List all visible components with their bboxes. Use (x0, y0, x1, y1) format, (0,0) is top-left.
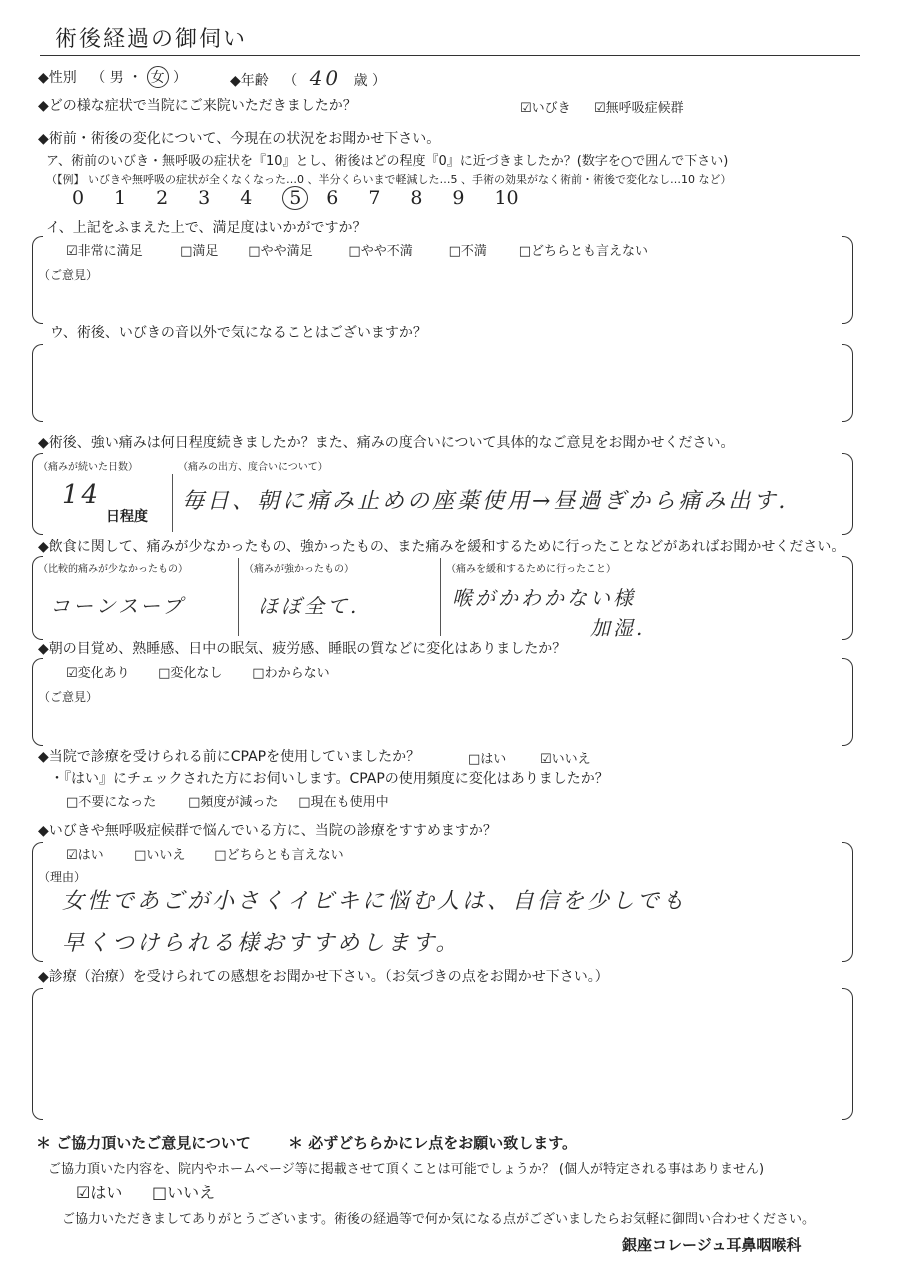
scale-0[interactable]: 0 (72, 187, 85, 209)
q5-col2-value[interactable]: ほぼ全て. (258, 594, 360, 618)
q3-box-left (32, 344, 43, 422)
q1-option-apnea[interactable]: ☑無呼吸症候群 (594, 101, 684, 116)
footer-option-yes[interactable]: ☑はい (76, 1183, 123, 1202)
sex-option-male[interactable]: 男 (109, 70, 124, 86)
satisfaction-options (66, 240, 648, 259)
q4-days-unit: 日程度 (106, 509, 148, 525)
scale-7[interactable]: 7 (368, 187, 381, 209)
scale-8[interactable]: 8 (410, 187, 423, 209)
title-underline (40, 55, 860, 56)
footer-option-no[interactable]: □いいえ (152, 1183, 216, 1202)
q8-reason-line2[interactable]: 早くつけられる様おすすめします。 (62, 931, 461, 956)
q5-box-right (842, 556, 853, 640)
q7-sub: ・『はい』にチェックされた方にお伺いします。CPAPの使用頻度に変化はありましたか？ (50, 771, 609, 787)
age-label: ◆年齢 (230, 73, 269, 89)
q8-box-right (842, 842, 853, 962)
q5-question: ◆飲食に関して、痛みが少なかったもの、強かったもの、また痛みを緩和するために行ったことなどがあればお聞かせください。 (38, 539, 846, 555)
q8-question: ◆いびきや無呼吸症候群で悩んでいる方に、当院の診療をすすめますか？ (38, 823, 497, 839)
q4-detail-value[interactable]: 毎日、朝に痛み止めの座薬使用→昼過ぎから痛み出す. (182, 489, 789, 514)
q5-col2-label: （痛みが強かったもの） (244, 564, 354, 575)
clinic-name: 銀座コレージュ耳鼻咽喉科 (622, 1236, 802, 1254)
q4-days-label: （痛みが続いた日数） (38, 462, 138, 473)
q5-col1-value[interactable]: コーンスープ (50, 594, 185, 618)
age-unit: 歳 (353, 73, 368, 89)
satisfaction-somewhat-satisfied[interactable]: □やや満足 (248, 244, 313, 259)
satisfaction-somewhat-dissatisfied[interactable]: □やや不満 (348, 244, 413, 259)
q7-option-no[interactable]: ☑いいえ (540, 752, 591, 767)
q2-opinion-label: （ご意見） (38, 268, 99, 282)
satisfaction-dissatisfied[interactable]: □不満 (448, 244, 487, 259)
satisfaction-neither[interactable]: □どちらとも言えない (518, 244, 648, 259)
q9-question: ◆診療（治療）を受けられての感想をお聞かせ下さい。（お気づきの点をお聞かせ下さい。） (38, 969, 609, 985)
q3-box-right (842, 344, 853, 422)
q8-option-yes[interactable]: ☑はい (66, 848, 104, 863)
sex-row: ◆性別 （ 男 ・ 女 ） (38, 66, 187, 88)
q6-options (66, 662, 330, 681)
q6-opinion-label: （ご意見） (38, 690, 99, 704)
q8-options (66, 844, 344, 863)
scale-5-selected[interactable]: 5 (282, 186, 308, 210)
q6-option-unknown[interactable]: □わからない (252, 666, 330, 681)
q5-col3-value-1[interactable]: 喉がかわかない様 (452, 586, 636, 610)
footer-heading-1: ＊ ご協力頂いたご意見について (36, 1134, 251, 1152)
q2-sub-i: イ、上記をふまえた上で、満足度はいかがですか？ (46, 220, 367, 236)
q7-sub-options (66, 791, 389, 810)
q6-option-unchanged[interactable]: □変化なし (158, 666, 223, 681)
scale-3[interactable]: 3 (198, 187, 211, 209)
satisfaction-satisfied[interactable]: □満足 (180, 244, 219, 259)
sex-label: ◆性別 (38, 70, 77, 86)
cpap-still-using[interactable]: □現在も使用中 (298, 795, 389, 810)
q2-question: ◆術前・術後の変化について、今現在の状況をお聞かせ下さい。 (38, 131, 441, 147)
cpap-reduced[interactable]: □頻度が減った (188, 795, 279, 810)
q9-box-right (842, 988, 853, 1120)
q5-divider-1 (238, 558, 239, 636)
footer-thanks: ご協力いただきましてありがとうございます。術後の経過等で何か気になる点がございましたらお気軽に御問い合わせください。 (62, 1212, 815, 1227)
q8-reason-line1[interactable]: 女性であごが小さくイビキに悩む人は、自信を少しでも (62, 889, 688, 914)
q8-box-left (32, 842, 43, 962)
age-row: ◆年齢 （ 40 歳 ） (230, 66, 387, 90)
q2-box-right (842, 236, 853, 324)
scale-4[interactable]: 4 (240, 187, 253, 209)
satisfaction-very-satisfied[interactable]: ☑非常に満足 (66, 244, 143, 259)
q5-divider-2 (440, 558, 441, 636)
q4-detail-label: （痛みの出方、度合いについて） (178, 462, 328, 473)
scale-1[interactable]: 1 (114, 187, 127, 209)
q8-option-neither[interactable]: □どちらとも言えない (214, 848, 344, 863)
age-value[interactable]: 40 (309, 66, 342, 90)
q9-box-left (32, 988, 43, 1120)
q5-col3-value-2[interactable]: 加湿. (590, 616, 646, 640)
q5-col3-label: （痛みを緩和するために行ったこと） (446, 564, 616, 575)
page-title: 術後経過の御伺い (55, 27, 248, 52)
q3-question: ウ、術後、いびきの音以外で気になることはございますか？ (50, 325, 427, 341)
scale-2[interactable]: 2 (156, 187, 169, 209)
q6-box-right (842, 658, 853, 746)
q2-scale (72, 186, 530, 210)
q2-example: （【例】 いびきや無呼吸の症状が全くなくなった…0 、半分くらいまで軽減した…5 、手術の効果がなく術前・術後で変化なし…10 など） (46, 173, 732, 186)
q8-reason-label: （理由） (38, 870, 87, 884)
q5-col1-label: （比較的痛みが少なかったもの） (38, 564, 188, 575)
q1-option-snoring[interactable]: ☑いびき (520, 101, 571, 116)
scale-10[interactable]: 10 (494, 187, 519, 209)
q8-option-no[interactable]: □いいえ (134, 848, 186, 863)
q4-question: ◆術後、強い痛みは何日程度続きましたか？また、痛みの度合いについて具体的なご意見をお聞かせください。 (38, 435, 735, 451)
q1-question: ◆どの様な症状で当院にご来院いただきましたか？ (38, 98, 357, 114)
q2-sub-a: ア、術前のいびき・無呼吸の症状を『10』とし、術後はどの程度『0』に近づきましたか？(数字を○で囲んで下さい) (46, 154, 729, 169)
q7-question: ◆当院で診療を受けられる前にCPAPを使用していましたか？ (38, 749, 421, 765)
q7-option-yes[interactable]: □はい (468, 752, 507, 767)
q6-question: ◆朝の目覚め、熟睡感、日中の眠気、疲労感、睡眠の質などに変化はありましたか？ (38, 641, 567, 657)
q4-divider (172, 474, 173, 532)
footer-question: ご協力頂いた内容を、院内やホームページ等に掲載させて頂くことは可能でしょうか？ (個人が特定される事はありません) (48, 1162, 765, 1177)
sex-option-female[interactable]: 女 (147, 66, 169, 88)
scale-6[interactable]: 6 (326, 187, 339, 209)
footer-heading-2: ＊ 必ずどちらかにレ点をお願い致します。 (288, 1134, 578, 1152)
scale-9[interactable]: 9 (452, 187, 465, 209)
q6-option-changed[interactable]: ☑変化あり (66, 666, 130, 681)
cpap-not-needed[interactable]: □不要になった (66, 795, 157, 810)
q4-box-right (842, 453, 853, 535)
q4-days-value[interactable]: 14 (62, 480, 102, 510)
